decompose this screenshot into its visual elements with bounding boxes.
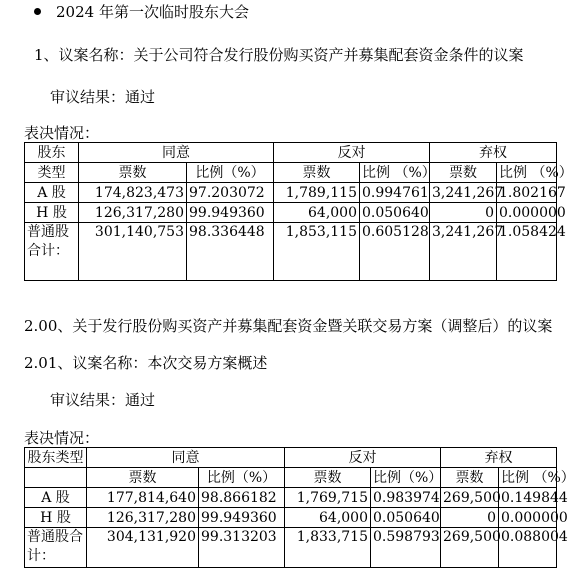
meeting-title: 2024 年第一次临时股东大会 [56, 3, 249, 21]
header-shareholder-type-line1: 股东 [25, 143, 79, 163]
oppose-votes: 64,000 [285, 508, 371, 528]
table-row [25, 508, 557, 528]
agree-ratio: 97.203072 [187, 183, 274, 203]
header-oppose: 反对 [285, 448, 441, 468]
oppose-ratio: 0.050640 [371, 508, 441, 528]
header-oppose-votes: 票数 [274, 163, 360, 183]
agree-votes: 177,814,640 [87, 488, 199, 508]
header-agree-ratio: 比例（%） [187, 163, 274, 183]
header-abstain-ratio: 比例 （%） [499, 468, 557, 488]
row-type: A 股 [25, 488, 87, 508]
agree-ratio: 98.336448 [187, 223, 274, 281]
agree-votes: 126,317,280 [79, 203, 187, 223]
table-row [25, 528, 557, 568]
motion-2-table-caption: 表决情况： [24, 429, 100, 447]
header-oppose-votes: 票数 [285, 468, 371, 488]
oppose-votes: 1,853,115 [274, 223, 360, 281]
motion-1-result: 审议结果：通过 [50, 88, 156, 106]
bullet-icon [34, 8, 41, 15]
vote-table-2 [24, 447, 575, 568]
table-subheader-row [25, 163, 557, 183]
header-agree-votes: 票数 [79, 163, 187, 183]
abstain-votes: 3,241,267 [430, 183, 497, 203]
header-agree-votes: 票数 [87, 468, 199, 488]
table-header-row [25, 143, 557, 163]
motion-1-title: 1、议案名称：关于公司符合发行股份购买资产并募集配套资金条件的议案 [34, 46, 524, 64]
abstain-ratio: 0.088004 [499, 528, 557, 568]
oppose-votes: 1,789,115 [274, 183, 360, 203]
abstain-ratio: 1.058424 [497, 223, 557, 281]
agree-votes: 301,140,753 [79, 223, 187, 281]
agree-ratio: 98.866182 [199, 488, 285, 508]
oppose-ratio: 0.983974 [371, 488, 441, 508]
agree-ratio: 99.949360 [187, 203, 274, 223]
header-blank [25, 468, 87, 488]
motion-2-title: 2.00、关于发行股份购买资产并募集配套资金暨关联交易方案（调整后）的议案 [24, 317, 553, 335]
agree-votes: 174,823,473 [79, 183, 187, 203]
oppose-ratio: 0.994761 [360, 183, 430, 203]
row-type: 普通股合计： [25, 528, 87, 568]
abstain-votes: 269,500 [441, 488, 499, 508]
motion-1-table-caption: 表决情况： [24, 124, 100, 142]
header-shareholder-type: 股东类型 [25, 448, 87, 468]
oppose-votes: 64,000 [274, 203, 360, 223]
abstain-ratio: 0.000000 [499, 508, 557, 528]
header-abstain: 弃权 [441, 448, 557, 468]
table-subheader-row [25, 468, 557, 488]
agree-votes: 126,317,280 [87, 508, 199, 528]
header-agree: 同意 [87, 448, 285, 468]
oppose-ratio: 0.050640 [360, 203, 430, 223]
agree-votes: 304,131,920 [87, 528, 199, 568]
header-abstain-ratio: 比例 （%） [497, 163, 557, 183]
abstain-votes: 0 [441, 508, 499, 528]
abstain-votes: 0 [430, 203, 497, 223]
header-oppose-ratio: 比例 （%） [360, 163, 430, 183]
abstain-ratio: 0.000000 [497, 203, 557, 223]
row-type: A 股 [25, 183, 79, 203]
abstain-ratio: 1.802167 [497, 183, 557, 203]
table-row [25, 223, 557, 281]
motion-2-01-title: 2.01、议案名称：本次交易方案概述 [24, 354, 268, 372]
header-agree: 同意 [79, 143, 274, 163]
abstain-votes: 269,500 [441, 528, 499, 568]
abstain-votes: 3,241,267 [430, 223, 497, 281]
oppose-ratio: 0.598793 [371, 528, 441, 568]
motion-2-result: 审议结果：通过 [50, 391, 156, 409]
oppose-ratio: 0.605128 [360, 223, 430, 281]
oppose-votes: 1,833,715 [285, 528, 371, 568]
abstain-ratio: 0.149844 [499, 488, 557, 508]
agree-ratio: 99.313203 [199, 528, 285, 568]
header-abstain-votes: 票数 [441, 468, 499, 488]
row-type: H 股 [25, 203, 79, 223]
oppose-votes: 1,769,715 [285, 488, 371, 508]
table-row [25, 203, 557, 223]
header-abstain: 弃权 [430, 143, 557, 163]
header-agree-ratio: 比例（%） [199, 468, 285, 488]
row-type: H 股 [25, 508, 87, 528]
table-header-row [25, 448, 557, 468]
table-row [25, 183, 557, 203]
header-abstain-votes: 票数 [430, 163, 497, 183]
table-row [25, 488, 557, 508]
header-oppose: 反对 [274, 143, 430, 163]
header-shareholder-type-line2: 类型 [25, 163, 79, 183]
vote-table-1 [24, 142, 573, 281]
header-oppose-ratio: 比例（%） [371, 468, 441, 488]
row-type: 普通股合计： [25, 223, 79, 281]
agree-ratio: 99.949360 [199, 508, 285, 528]
